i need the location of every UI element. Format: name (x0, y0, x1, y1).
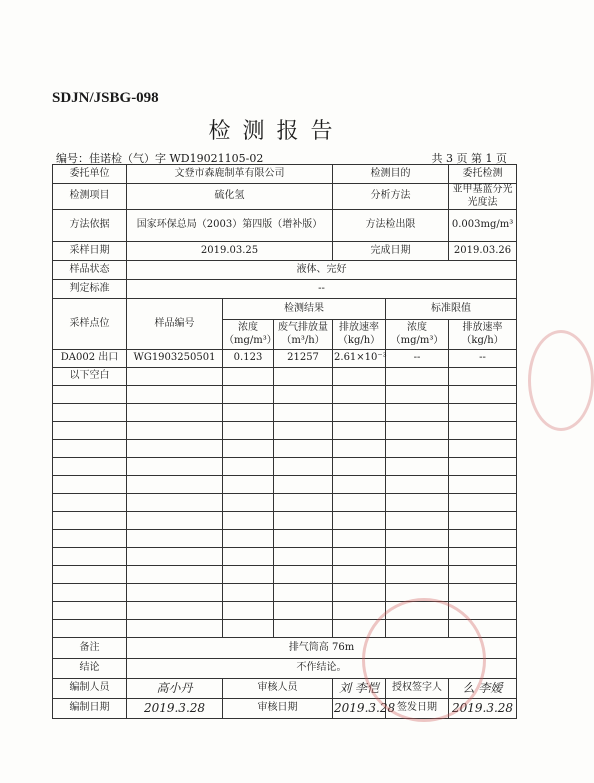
std-conc-cell: -- (386, 350, 449, 368)
conc-cell: 0.123 (223, 350, 274, 368)
basis-label: 方法依据 (53, 210, 127, 242)
col-rate-header: 排放速率（kg/h） (333, 320, 386, 350)
col-std-header: 标准限值 (386, 299, 517, 320)
conclusion-label: 结论 (53, 659, 127, 679)
signer-label: 授权签字人 (386, 679, 449, 699)
std-rate-cell: -- (449, 350, 517, 368)
point-cell: DA002 出口 (53, 350, 127, 368)
method-value: 亚甲基蓝分光光度法 (449, 184, 517, 210)
table-row (53, 548, 517, 566)
rate-cell: 2.61×10⁻³ (333, 350, 386, 368)
page-count: 共 3 页 第 1 页 (431, 152, 507, 165)
date-signature: 2019.3.28 (127, 699, 223, 719)
reviewer-label: 审核人员 (223, 679, 333, 699)
sample-date-label: 采样日期 (53, 242, 127, 261)
table-row (53, 404, 517, 422)
author-label: 编制人员 (53, 679, 127, 699)
state-value: 液体、完好 (127, 261, 517, 280)
table-row (53, 476, 517, 494)
basis-value: 国家环保总局（2003）第四版（增补版） (127, 210, 333, 242)
table-row (53, 386, 517, 404)
done-date-value: 2019.03.26 (449, 242, 517, 261)
report-title: 检测报告 (208, 119, 345, 144)
table-row (53, 422, 517, 440)
col-conc-header: 浓度（mg/m³） (223, 320, 274, 350)
method-label: 分析方法 (333, 184, 449, 210)
review-date-label: 审核日期 (223, 699, 333, 719)
purpose-value: 委托检测 (449, 165, 517, 184)
document-code: SDJN/JSBG-098 (52, 90, 159, 106)
col-std-rate-header: 排放速率（kg/h） (449, 320, 517, 350)
author-signature: 高小丹 (127, 679, 223, 699)
table-row (53, 530, 517, 548)
done-date-label: 完成日期 (333, 242, 449, 261)
remark-value: 排气筒高 76m (127, 638, 517, 659)
col-result-header: 检测结果 (223, 299, 386, 320)
flow-cell: 21257 (274, 350, 333, 368)
table-row (53, 512, 517, 530)
limit-value: 0.003mg/m³ (449, 210, 517, 242)
table-row (53, 350, 517, 368)
client-label: 委托单位 (53, 165, 127, 184)
edge-seal (528, 330, 594, 431)
item-label: 检测项目 (53, 184, 127, 210)
sample-date-value: 2019.03.25 (127, 242, 333, 261)
table-row (53, 368, 517, 386)
sample-cell: WG1903250501 (127, 350, 223, 368)
table-row (53, 440, 517, 458)
official-seal (362, 598, 486, 722)
conclusion-value: 不作结论。 (127, 659, 517, 679)
sign-date-signature: 2019.3.28 (449, 699, 517, 719)
remark-label: 备注 (53, 638, 127, 659)
col-std-conc-header: 浓度（mg/m³） (386, 320, 449, 350)
blank-note: 以下空白 (53, 368, 127, 386)
limit-label: 方法检出限 (333, 210, 449, 242)
signer-signature: 么 李嫒 (449, 679, 517, 699)
col-point-header: 采样点位 (53, 299, 127, 350)
review-date-signature: 2019.3.28 (333, 699, 386, 719)
client-value: 文登市森鹿制革有限公司 (127, 165, 333, 184)
item-value: 硫化氢 (127, 184, 333, 210)
table-row (53, 458, 517, 476)
document-number: 编号：佳诺检（气）字 WD19021105-02 (56, 152, 264, 165)
date-label: 编制日期 (53, 699, 127, 719)
col-sample-header: 样品编号 (127, 299, 223, 350)
table-row (53, 494, 517, 512)
state-label: 样品状态 (53, 261, 127, 280)
reviewer-signature: 刘 李恺 (333, 679, 386, 699)
sign-date-label: 签发日期 (386, 699, 449, 719)
col-flow-header: 废气排放量（m³/h） (274, 320, 333, 350)
standard-value: -- (127, 280, 517, 299)
purpose-label: 检测目的 (333, 165, 449, 184)
standard-label: 判定标准 (53, 280, 127, 299)
table-row (53, 566, 517, 584)
table-row (53, 584, 517, 602)
